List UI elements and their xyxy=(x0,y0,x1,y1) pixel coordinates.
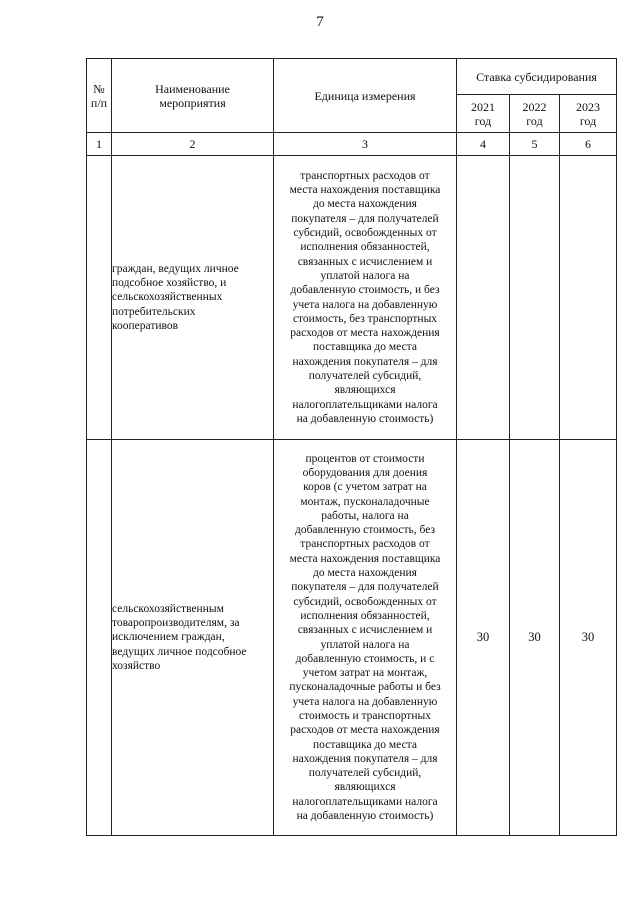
column-number: 4 xyxy=(457,133,510,156)
table-row xyxy=(87,156,617,440)
unit-cell: транспортных расходов от места нахождения поставщика до места нахождения покупателя – для получателей субсидий, освобожденных от исполнения обязанностей, связанных с исчислением и уплатой налога на добавленную стоимость, и без учета налога на добавленную стоимость, без транспортных расходов от места нахождения поставщика до места нахождения покупателя – для получателей субсидий, являющихся налогоплательщиками налога на добавленную стоимость) xyxy=(274,156,457,440)
row-num xyxy=(87,440,112,836)
subsidy-rate-table xyxy=(86,58,617,836)
table-row xyxy=(87,440,617,836)
page-number: 7 xyxy=(316,14,324,30)
measure-name-cell: сельскохозяйственным товаропроизводителям, за исключением граждан, ведущих личное подсобное хозяйство xyxy=(112,440,274,836)
header-rate: Ставка субсидирования xyxy=(457,59,617,95)
header-unit: Единица измерения xyxy=(274,59,457,133)
header-name: Наименование мероприятия xyxy=(112,59,274,133)
row-num xyxy=(87,156,112,440)
column-number: 3 xyxy=(274,133,457,156)
unit-cell: процентов от стоимости оборудования для доения коров (с учетом затрат на монтаж, пусконаладочные работы, налога на добавленную стоимость, без транспортных расходов от места нахождения поставщика до места нахождения покупателя – для получателей субсидий, освобожденных от исполнения обязанностей, связанных с исчислением и уплатой налога на добавленную стоимость, и с учетом затрат на монтаж, пусконаладочные работы и без учета налога на добавленную стоимость и транспортных расходов от места нахождения поставщика до места нахождения покупателя – для получателей субсидий, являющихся налогоплательщиками налога на добавленную стоимость) xyxy=(274,440,457,836)
column-number: 6 xyxy=(560,133,617,156)
rate-2021 xyxy=(457,156,510,440)
column-number: 5 xyxy=(510,133,560,156)
header-year-2023: 2023 год xyxy=(560,95,617,133)
column-number: 1 xyxy=(87,133,112,156)
header-year-2021: 2021 год xyxy=(457,95,510,133)
header-num: № п/п xyxy=(87,59,112,133)
header-year-2022: 2022 год xyxy=(510,95,560,133)
rate-2022: 30 xyxy=(510,440,560,836)
rate-2022 xyxy=(510,156,560,440)
column-number-row xyxy=(87,133,617,156)
rate-2021: 30 xyxy=(457,440,510,836)
column-number: 2 xyxy=(112,133,274,156)
rate-2023 xyxy=(560,156,617,440)
measure-name-cell: граждан, ведущих личное подсобное хозяйство, и сельскохозяйственных потребительских кооперативов xyxy=(112,156,274,440)
rate-2023: 30 xyxy=(560,440,617,836)
